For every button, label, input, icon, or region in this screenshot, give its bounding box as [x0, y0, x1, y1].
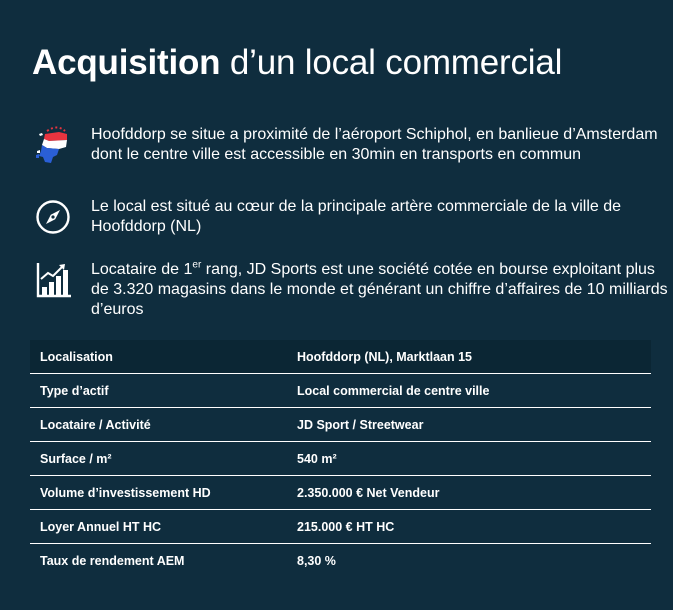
bullet-location — [33, 125, 671, 165]
row-label-loyer: Loyer Annuel HT HC — [30, 510, 287, 544]
bullet-tenant-text-before: Locataire de 1 — [91, 261, 193, 278]
bullet-tenant-text-sup: er — [192, 259, 202, 271]
bullet-tenant — [33, 260, 671, 320]
page-title-bold: Acquisition — [32, 43, 221, 82]
table-row — [30, 442, 651, 476]
row-value-loyer: 215.000 € HT HC — [287, 510, 651, 544]
table-row — [30, 408, 651, 442]
table-row — [30, 340, 651, 374]
table-row — [30, 476, 651, 510]
page-title — [32, 40, 562, 86]
row-label-type-actif: Type d’actif — [30, 374, 287, 408]
investment-summary-table — [30, 340, 651, 577]
row-value-localisation: Hoofddorp (NL), Marktlaan 15 — [287, 340, 651, 374]
bullet-situation — [33, 197, 671, 237]
row-label-taux: Taux de rendement AEM — [40, 553, 185, 568]
row-value-taux: 8,30 % — [297, 553, 336, 568]
row-value-locataire: JD Sport / Streetwear — [287, 408, 651, 442]
compass-icon — [33, 197, 73, 237]
bar-chart-growth-icon — [33, 260, 73, 300]
row-label-localisation: Localisation — [30, 340, 287, 374]
netherlands-map-icon — [33, 125, 73, 165]
table-row — [30, 510, 651, 544]
row-value-type-actif: Local commercial de centre ville — [287, 374, 651, 408]
row-value-volume: 2.350.000 € Net Vendeur — [287, 476, 651, 510]
row-label-surface: Surface / m² — [30, 442, 287, 476]
bullet-situation-text: Le local est situé au cœur de la principale artère commerciale de la ville de Hoofddorp (NL) — [91, 198, 622, 235]
row-label-locataire: Locataire / Activité — [30, 408, 287, 442]
bullet-tenant-text-after: rang, JD Sports est une société cotée en bourse exploitant plus de 3.320 magasins dans le monde et générant un chiffre d’affaires de 10 milliards d’euros — [91, 261, 668, 318]
row-label-volume: Volume d’investissement HD — [30, 476, 287, 510]
bullet-location-text: Hoofddorp se situe a proximité de l’aéroport Schiphol, en banlieue d’Amsterdam dont le centre ville est accessible en 30min en transports en commun — [91, 126, 658, 163]
page-title-rest: d’un local commercial — [220, 43, 563, 82]
table-row — [30, 374, 651, 408]
row-value-surface: 540 m² — [287, 442, 651, 476]
bullet-tenant-text — [91, 260, 671, 320]
table-row — [30, 544, 651, 578]
